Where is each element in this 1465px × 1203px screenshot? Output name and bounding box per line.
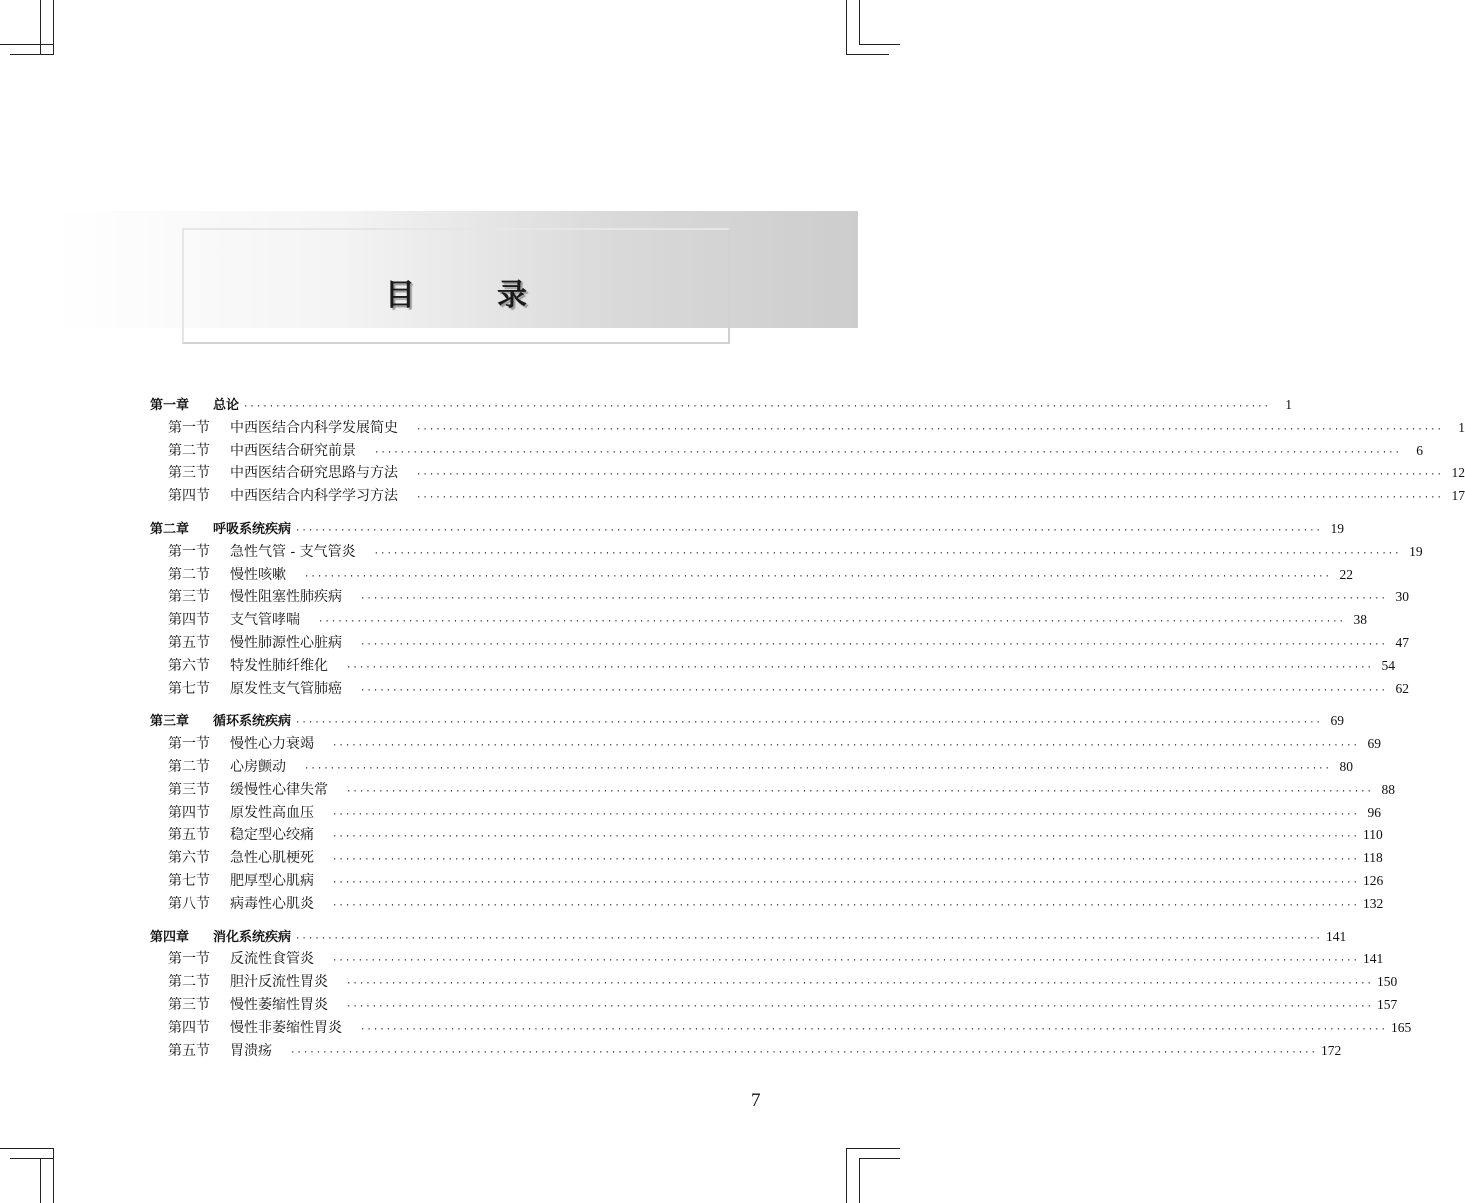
crop-mark xyxy=(0,1148,53,1149)
leader-dots: ································································································································································ xyxy=(295,525,1322,536)
leader-dots: ································································································································································ xyxy=(346,1001,1373,1012)
leader-dots: ································································································································································ xyxy=(360,594,1387,605)
entry-title: 病毒性心肌炎 xyxy=(230,895,314,912)
title-char-left: 目 xyxy=(385,278,497,313)
entry-page-number: 88 xyxy=(1381,781,1395,797)
chapter-block xyxy=(150,394,1465,508)
entry-number: 第四章 xyxy=(150,929,190,945)
crop-mark xyxy=(0,44,53,45)
leader-dots: ································································································································································ xyxy=(295,718,1322,729)
entry-number: 第二章 xyxy=(150,521,190,537)
section-row xyxy=(150,632,1409,655)
entry-number: 第四节 xyxy=(168,1019,210,1036)
crop-mark xyxy=(846,54,889,55)
section-row xyxy=(150,417,1465,440)
entry-number: 第五节 xyxy=(168,1042,210,1059)
leader-dots: ································································································································································ xyxy=(416,493,1443,504)
entry-page-number: 150 xyxy=(1376,974,1398,990)
section-row xyxy=(150,609,1367,632)
crop-mark xyxy=(859,0,860,44)
table-of-contents xyxy=(150,394,1465,1072)
leader-dots: ································································································································································ xyxy=(295,933,1322,944)
entry-number: 第三节 xyxy=(168,781,210,798)
chapter-block xyxy=(150,710,1395,915)
entry-title: 呼吸系统疾病 xyxy=(213,521,292,537)
crop-mark xyxy=(40,1158,41,1203)
entry-title: 支气管哮喘 xyxy=(230,612,300,629)
leader-dots: ································································································································································ xyxy=(416,424,1443,435)
entry-number: 第三章 xyxy=(150,714,190,730)
entry-page-number: 54 xyxy=(1381,657,1395,673)
entry-title: 反流性食管炎 xyxy=(230,951,314,968)
leader-dots: ································································································································································ xyxy=(332,741,1359,752)
leader-dots: ································································································································································ xyxy=(332,855,1359,866)
entry-page-number: 19 xyxy=(1409,543,1423,559)
chapter-row xyxy=(150,926,1347,949)
entry-number: 第三节 xyxy=(168,589,210,606)
entry-number: 第三节 xyxy=(168,465,210,482)
leader-dots: ································································································································································ xyxy=(290,1047,1317,1058)
entry-page-number: 141 xyxy=(1325,928,1347,944)
entry-page-number: 165 xyxy=(1390,1019,1412,1035)
chapter-row xyxy=(150,518,1344,541)
section-row xyxy=(150,994,1398,1017)
entry-number: 第二节 xyxy=(168,566,210,583)
entry-page-number: 69 xyxy=(1330,713,1344,729)
section-row xyxy=(150,678,1409,701)
leader-dots: ································································································································································ xyxy=(360,1024,1387,1035)
entry-number: 第一节 xyxy=(168,543,210,560)
chapter-block xyxy=(150,518,1423,700)
entry-title: 消化系统疾病 xyxy=(213,929,292,945)
entry-number: 第四节 xyxy=(168,488,210,505)
entry-title: 慢性心力衰竭 xyxy=(230,736,314,753)
entry-number: 第四节 xyxy=(168,804,210,821)
section-row xyxy=(150,541,1423,564)
crop-mark xyxy=(859,1158,900,1159)
entry-title: 慢性阻塞性肺疾病 xyxy=(230,589,342,606)
entry-title: 中西医结合研究前景 xyxy=(230,442,356,459)
crop-mark xyxy=(53,1148,54,1203)
section-row xyxy=(150,948,1384,971)
entry-title: 特发性肺纤维化 xyxy=(230,657,328,674)
entry-number: 第一节 xyxy=(168,419,210,436)
entry-title: 急性心肌梗死 xyxy=(230,850,314,867)
entry-title: 慢性咳嗽 xyxy=(230,566,286,583)
section-row xyxy=(150,1040,1342,1063)
entry-number: 第五节 xyxy=(168,634,210,651)
section-row xyxy=(150,779,1395,802)
entry-page-number: 47 xyxy=(1395,634,1409,650)
entry-title: 中西医结合内科学学习方法 xyxy=(230,488,398,505)
chapter-row xyxy=(150,394,1292,417)
entry-title: 肥厚型心肌病 xyxy=(230,872,314,889)
page-title xyxy=(184,270,728,314)
entry-title: 总论 xyxy=(213,398,240,413)
section-row xyxy=(150,440,1423,463)
section-row xyxy=(150,847,1383,870)
entry-title: 原发性高血压 xyxy=(230,804,314,821)
entry-number: 第六节 xyxy=(168,850,210,867)
entry-page-number: 19 xyxy=(1330,520,1344,536)
entry-title: 急性气管 - 支气管炎 xyxy=(230,543,356,560)
entry-title: 胆汁反流性胃炎 xyxy=(230,974,328,991)
crop-mark xyxy=(846,0,847,55)
entry-number: 第八节 xyxy=(168,895,210,912)
entry-title: 慢性肺源性心脏病 xyxy=(230,634,342,651)
entry-number: 第七节 xyxy=(168,680,210,697)
entry-page-number: 80 xyxy=(1339,758,1353,774)
leader-dots: ································································································································································ xyxy=(304,571,1331,582)
leader-dots: ································································································································································ xyxy=(346,979,1373,990)
section-row xyxy=(150,564,1353,587)
leader-dots: ································································································································································ xyxy=(374,447,1401,458)
entry-page-number: 62 xyxy=(1395,680,1409,696)
entry-title: 心房颤动 xyxy=(230,758,286,775)
entry-page-number: 96 xyxy=(1367,804,1381,820)
leader-dots: ································································································································································ xyxy=(332,900,1359,911)
entry-title: 中西医结合研究思路与方法 xyxy=(230,465,398,482)
page-number: 7 xyxy=(751,1090,761,1111)
section-row xyxy=(150,655,1395,678)
entry-page-number: 1 xyxy=(1285,397,1292,412)
leader-dots: ································································································································································ xyxy=(243,402,1270,412)
entry-number: 第六节 xyxy=(168,657,210,674)
entry-number: 第二节 xyxy=(168,442,210,459)
entry-page-number: 17 xyxy=(1451,488,1465,504)
leader-dots: ································································································································································ xyxy=(332,956,1359,967)
entry-page-number: 30 xyxy=(1395,589,1409,605)
entry-page-number: 1 xyxy=(1458,419,1465,435)
entry-title: 慢性非萎缩性胃炎 xyxy=(230,1019,342,1036)
section-row xyxy=(150,1017,1412,1040)
leader-dots: ································································································································································ xyxy=(346,662,1373,673)
leader-dots: ································································································································································ xyxy=(332,832,1359,843)
crop-mark xyxy=(846,1148,900,1149)
entry-page-number: 6 xyxy=(1416,442,1423,458)
crop-mark xyxy=(53,0,54,55)
leader-dots: ································································································································································ xyxy=(416,470,1443,481)
entry-title: 循环系统疾病 xyxy=(213,714,292,730)
crop-mark xyxy=(10,54,53,55)
entry-title: 原发性支气管肺癌 xyxy=(230,680,342,697)
leader-dots: ································································································································································ xyxy=(304,763,1331,774)
section-row xyxy=(150,893,1384,916)
entry-number: 第二节 xyxy=(168,974,210,991)
entry-number: 第一节 xyxy=(168,736,210,753)
leader-dots: ································································································································································ xyxy=(346,786,1373,797)
section-row xyxy=(150,485,1465,508)
entry-page-number: 69 xyxy=(1367,736,1381,752)
section-row xyxy=(150,824,1383,847)
entry-number: 第四节 xyxy=(168,612,210,629)
leader-dots: ································································································································································ xyxy=(373,548,1401,559)
entry-number: 第二节 xyxy=(168,758,210,775)
crop-mark xyxy=(846,1148,847,1203)
entry-title: 缓慢性心律失常 xyxy=(230,781,328,798)
section-row xyxy=(150,870,1384,893)
chapter-block xyxy=(150,926,1412,1063)
entry-page-number: 132 xyxy=(1362,895,1384,911)
entry-page-number: 22 xyxy=(1339,566,1353,582)
entry-page-number: 141 xyxy=(1362,951,1384,967)
crop-mark xyxy=(859,1158,860,1203)
entry-number: 第一章 xyxy=(150,398,190,413)
crop-mark xyxy=(10,1158,53,1159)
entry-page-number: 172 xyxy=(1320,1042,1342,1058)
chapter-row xyxy=(150,710,1344,733)
section-row xyxy=(150,586,1409,609)
section-row xyxy=(150,971,1398,994)
entry-title: 稳定型心绞痛 xyxy=(230,827,314,844)
section-row xyxy=(150,756,1353,779)
title-char-right: 录 xyxy=(497,278,609,313)
entry-page-number: 157 xyxy=(1376,996,1398,1012)
leader-dots: ································································································································································ xyxy=(318,617,1345,628)
title-frame xyxy=(182,228,730,344)
section-row xyxy=(150,802,1381,825)
section-row xyxy=(150,462,1465,485)
entry-page-number: 38 xyxy=(1353,612,1367,628)
entry-page-number: 118 xyxy=(1362,850,1383,866)
entry-number: 第五节 xyxy=(168,827,210,844)
entry-number: 第一节 xyxy=(168,951,210,968)
entry-page-number: 126 xyxy=(1362,872,1384,888)
crop-mark xyxy=(40,0,41,54)
entry-page-number: 12 xyxy=(1451,465,1465,481)
leader-dots: ································································································································································ xyxy=(332,877,1359,888)
entry-title: 中西医结合内科学发展简史 xyxy=(230,419,398,436)
leader-dots: ································································································································································ xyxy=(332,809,1359,820)
leader-dots: ································································································································································ xyxy=(360,639,1387,650)
entry-page-number: 110 xyxy=(1362,827,1383,843)
section-row xyxy=(150,733,1381,756)
entry-number: 第三节 xyxy=(168,996,210,1013)
entry-title: 慢性萎缩性胃炎 xyxy=(230,996,328,1013)
crop-mark xyxy=(859,44,900,45)
entry-title: 胃溃疡 xyxy=(230,1042,272,1059)
leader-dots: ································································································································································ xyxy=(360,685,1387,696)
entry-number: 第七节 xyxy=(168,872,210,889)
